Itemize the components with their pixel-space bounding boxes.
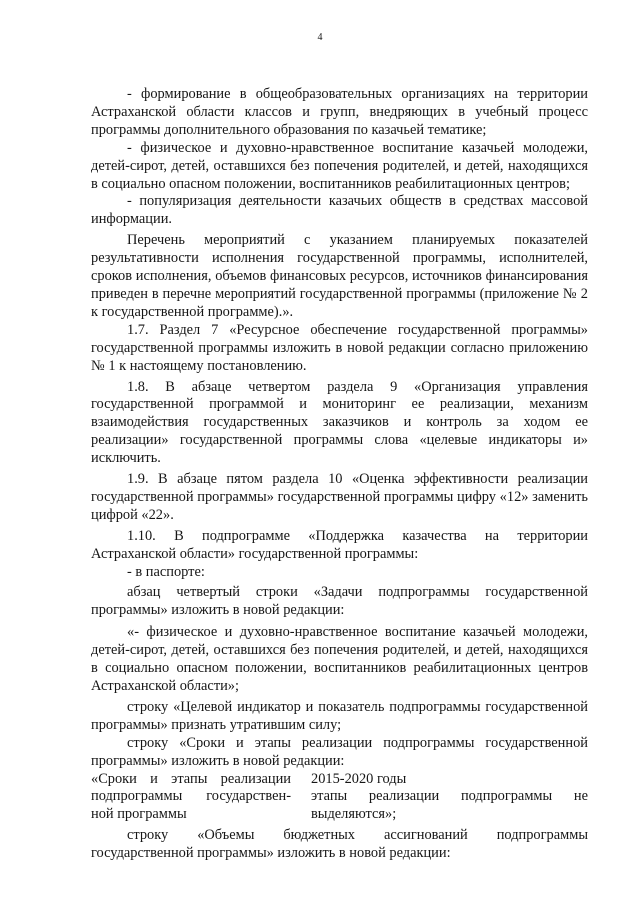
- paragraph: 1.9. В абзаце пятом раздела 10 «Оценка эффективности реализации государственной программы» государственной программы цифру «12» заменить цифрой «22».: [91, 471, 588, 523]
- paragraph: абзац четвертый строки «Задачи подпрограммы государственной программы» изложить в новой редакции:: [91, 584, 588, 619]
- paragraph: - популяризация деятельности казачьих обществ в средствах массовой информации.: [91, 193, 588, 228]
- paragraph: Перечень мероприятий с указанием планируемых показателей результативности исполнения государственной программы, исполнителей, сроков исполнения, объемов финансовых ресурсов, источников финансирования приведен в перечне мероприятий государственной программы (приложение № 2 к государственной программе).».: [91, 232, 588, 320]
- page-number: 4: [317, 32, 323, 43]
- paragraph: - в паспорте:: [127, 563, 205, 580]
- value-years: 2015-2020 годы: [311, 770, 407, 787]
- value-stages: этапы реализации подпрограммы не выделяются»;: [311, 788, 588, 823]
- label-line: подпрограммы государствен-: [91, 788, 291, 805]
- paragraph: строку «Сроки и этапы реализации подпрограммы государственной программы» изложить в новой редакции:: [91, 734, 588, 769]
- passport-row-value: [311, 771, 588, 825]
- paragraph: 1.10. В подпрограмме «Поддержка казачества на территории Астраханской области» государственной программы:: [91, 527, 588, 562]
- paragraph: - физическое и духовно-нравственное воспитание казачьей молодежи, детей-сирот, детей, оставшихся без попечения родителей, и детей, находящихся в социально опасном положении, воспитанников реабилитационных центров;: [91, 139, 588, 192]
- paragraph: 1.8. В абзаце четвертом раздела 9 «Организация управления государственной программой и мониторинг ее реализации, механизм взаимодействия государственных заказчиков и контроль за ходом ее реализации» государственной программы слова «целевые индикаторы и» исключить.: [91, 378, 588, 467]
- label-line: ной программы: [91, 806, 187, 823]
- paragraph: строку «Объемы бюджетных ассигнований подпрограммы государственной программы» изложить в новой редакции:: [91, 827, 588, 862]
- passport-row-terms: [91, 771, 588, 825]
- label-line: «Сроки и этапы реализации: [91, 770, 291, 787]
- paragraph: строку «Целевой индикатор и показатель подпрограммы государственной программы» признать утратившим силу;: [91, 698, 588, 733]
- passport-row-label: [91, 771, 291, 825]
- paragraph: - формирование в общеобразовательных организациях на территории Астраханской области классов и групп, внедряющих в учебный процесс программы дополнительного образования по казачьей тематике;: [91, 86, 588, 138]
- paragraph: 1.7. Раздел 7 «Ресурсное обеспечение государственной программы» государственной программы изложить в новой редакции согласно приложению № 1 к настоящему постановлению.: [91, 321, 588, 374]
- paragraph: «- физическое и духовно-нравственное воспитание казачьей молодежи, детей-сирот, детей, оставшихся без попечения родителей, и детей, находящихся в социально опасном положении, воспитанников реабилитационных центров Астраханской области»;: [91, 624, 588, 694]
- document-body: [91, 86, 588, 863]
